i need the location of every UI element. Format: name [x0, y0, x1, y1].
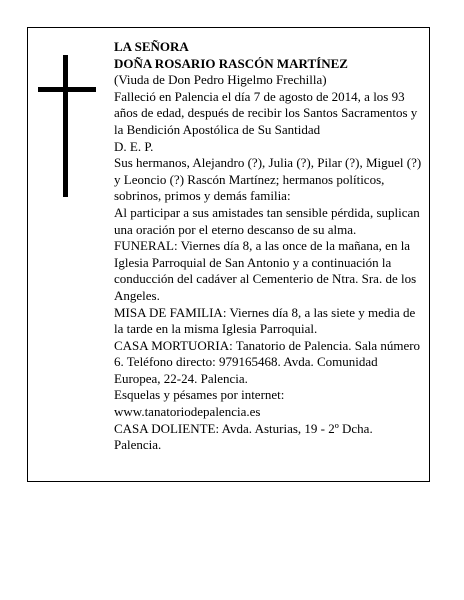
funeral-info: FUNERAL: Viernes día 8, a las once de la mañana, en la Iglesia Parroquial de San Antonio y a continuación la conducción del cadáver al Cementerio de Ntra. Sra. de los Angeles.	[114, 238, 417, 303]
deceased-name: DOÑA ROSARIO RASCÓN MARTÍNEZ	[114, 55, 348, 71]
family-home-info: CASA DOLIENTE: Avda. Asturias, 19 - 2º Dcha. Palencia.	[114, 420, 373, 453]
cross-horizontal-bar	[38, 87, 96, 92]
prayer-request: Al participar a sus amistades tan sensible pérdida, suplican una oración por el eterno descanso de su alma.	[114, 204, 420, 237]
death-notice: Falleció en Palencia el día 7 de agosto de 2014, a los 93 años de edad, después de recibir los Santos Sacramentos y la Bendición Apostólica de Su Santidad	[114, 88, 418, 137]
funeral-home-info: CASA MORTUORIA: Tanatorio de Palencia. Sala número 6. Teléfono directo: 979165468. Avda. Comunidad Europea, 22-24. Palencia.	[114, 337, 421, 386]
rip-line: D. E. P.	[114, 138, 154, 154]
cross-vertical-bar	[63, 55, 68, 197]
family-list: Sus hermanos, Alejandro (?), Julia (?), Pilar (?), Miguel (?) y Leoncio (?) Rascón Martínez; hermanos políticos, sobrinos, primos y demás familia:	[114, 155, 422, 204]
widow-note: (Viuda de Don Pedro Higelmo Frechilla)	[114, 72, 327, 88]
family-mass-info: MISA DE FAMILIA: Viernes día 8, a las siete y media de la tarde en la misma Iglesia Parroquial.	[114, 304, 416, 337]
website-link[interactable]: www.tanatoriodepalencia.es	[114, 404, 261, 420]
online-condolences-label: Esquelas y pésames por internet:	[114, 387, 285, 403]
cross-icon	[38, 55, 96, 197]
obituary-text	[114, 39, 422, 454]
heading-line-1: LA SEÑORA	[114, 39, 189, 54]
